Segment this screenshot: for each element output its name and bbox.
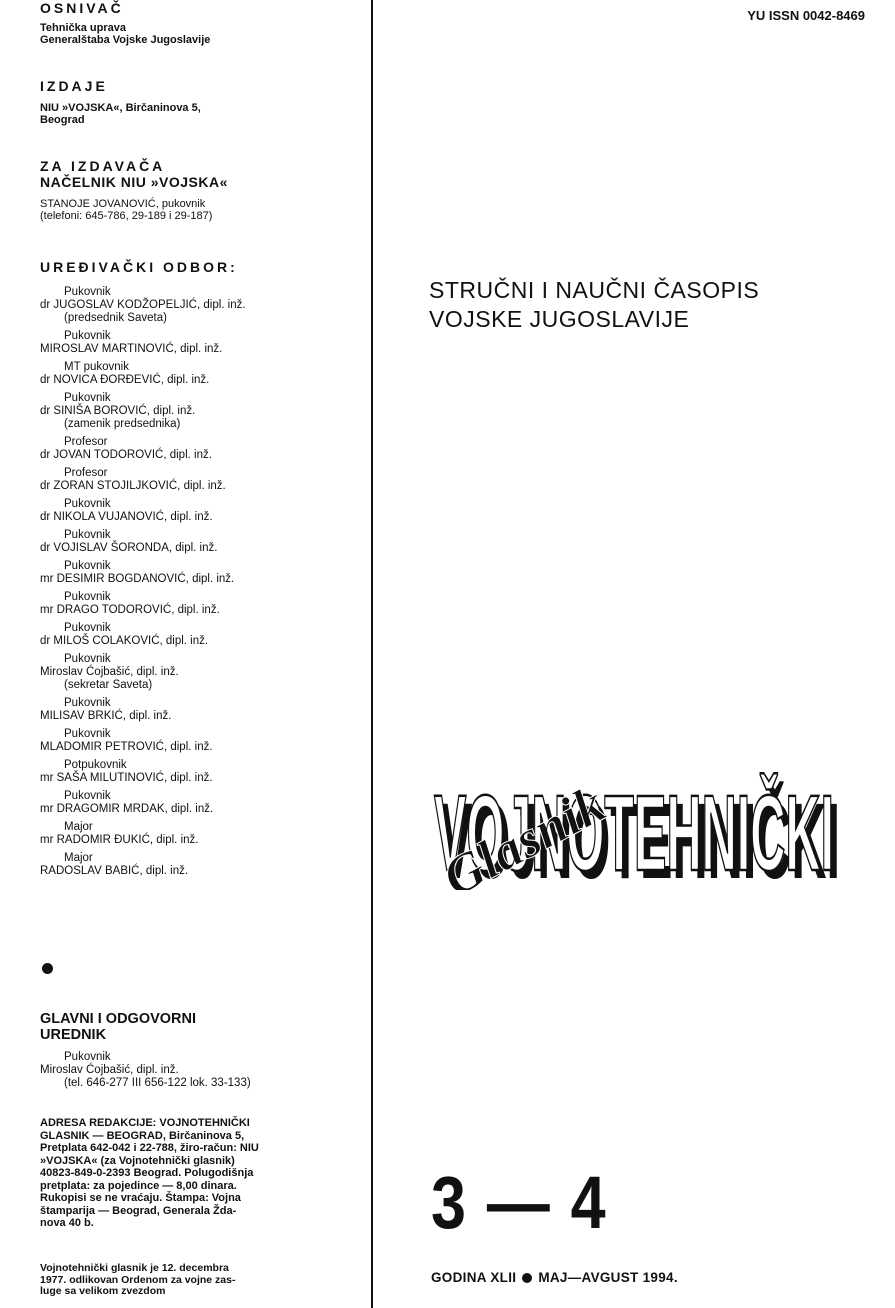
board-member [40, 498, 340, 524]
board-member-name: dr ZORAN STOJILJKOVIĆ, dipl. inž. [40, 480, 226, 492]
founder-section [40, 0, 340, 46]
board-member [40, 622, 340, 648]
board-member-note: (zamenik predsednika) [64, 418, 181, 430]
board-member-rank: Pukovnik [64, 392, 111, 404]
masthead-column [40, 0, 340, 1308]
board-title: UREĐIVAČKI ODBOR: [40, 259, 238, 275]
subtitle-line-1: STRUČNI I NAUČNI ČASOPIS [429, 277, 760, 303]
subtitle-line-2: VOJSKE JUGOSLAVIJE [429, 306, 690, 332]
board-member-name: mr DESIMIR BOGDANOVIĆ, dipl. inž. [40, 573, 235, 585]
for-publisher-section [40, 158, 340, 222]
board-member-rank: Pukovnik [64, 653, 111, 665]
publisher-line: Beograd [40, 114, 85, 126]
board-member [40, 286, 340, 325]
issn-label: YU ISSN 0042-8469 [747, 8, 865, 23]
journal-logo [428, 770, 848, 890]
board-member [40, 759, 340, 785]
founder-line: Generalštaba Vojske Jugoslavije [40, 34, 211, 46]
board-member-name: dr MILOŠ COLAKOVIĆ, dipl. inž. [40, 635, 209, 647]
board-member-rank: Major [64, 821, 93, 833]
publisher-title: IZDAJE [40, 78, 108, 94]
board-member-name: MIROSLAV MARTINOVIĆ, dipl. inž. [40, 343, 223, 355]
chief-editor-phone: (tel. 646-277 III 656-122 lok. 33-133) [64, 1077, 251, 1089]
for-publisher-title: ZA IZDAVAČA [40, 158, 166, 174]
founder-line: Tehnička uprava [40, 22, 126, 34]
board-member [40, 330, 340, 356]
logo-main: VOJNOTEHNIČKI [434, 772, 834, 890]
award-line: 1977. odlikovan Ordenom za vojne zas- [40, 1273, 236, 1286]
board-member-rank: Pukovnik [64, 622, 111, 634]
board-member-rank: Pukovnik [64, 697, 111, 709]
award-line: luge sa velikom zvezdom [40, 1285, 166, 1297]
for-publisher-line: STANOJE JOVANOVIĆ, pukovnik [40, 198, 206, 210]
board-member-name: RADOSLAV BABIĆ, dipl. inž. [40, 865, 189, 877]
board-member-name: mr RADOMIR ĐUKIĆ, dipl. inž. [40, 834, 199, 846]
board-member [40, 653, 340, 692]
board-member-name: MILISAV BRKIĆ, dipl. inž. [40, 710, 172, 722]
address-line: štamparija — Beograd, Generala Žda- [40, 1204, 237, 1217]
board-member-name: dr JUGOSLAV KODŽOPELJIĆ, dipl. inž. [40, 299, 246, 311]
board-member-name: mr DRAGOMIR MRDAK, dipl. inž. [40, 803, 214, 815]
board-member-name: dr NOVICA ĐORĐEVIĆ, dipl. inž. [40, 374, 210, 386]
cover-area [373, 0, 895, 1308]
board-member-rank: MT pukovnik [64, 361, 129, 373]
board-member [40, 591, 340, 617]
board-member [40, 560, 340, 586]
chief-editor-section [40, 1011, 340, 1090]
board-member-name: mr SAŠA MILUTINOVIĆ, dipl. inž. [40, 772, 213, 784]
year-label: GODINA XLII [431, 1270, 517, 1285]
address-line: Pretplata 642-042 i 22-788, žiro-račun: NIU [40, 1142, 259, 1154]
board-member [40, 852, 340, 878]
founder-title: OSNIVAČ [40, 0, 124, 16]
board-member [40, 436, 340, 462]
board-member-rank: Pukovnik [64, 286, 111, 298]
publisher-section [40, 78, 340, 126]
board-member-rank: Pukovnik [64, 498, 111, 510]
board-member [40, 790, 340, 816]
board-member [40, 467, 340, 493]
for-publisher-subtitle: NAČELNIK NIU »VOJSKA« [40, 174, 228, 190]
chief-editor-title: GLAVNI I ODGOVORNI [40, 1011, 197, 1027]
journal-subtitle [429, 276, 759, 334]
board-member [40, 697, 340, 723]
board-member-name: dr NIKOLA VUJANOVIĆ, dipl. inž. [40, 511, 213, 523]
address-section [40, 1117, 340, 1230]
issue-period: MAJ—AVGUST 1994. [538, 1270, 678, 1285]
bullet-dot [42, 963, 53, 974]
separator-dot [522, 1273, 532, 1283]
chief-editor-subtitle: UREDNIK [40, 1027, 107, 1043]
board-member-name: dr JOVAN TODOROVIĆ, dipl. inž. [40, 449, 212, 461]
board-member-name: MLADOMIR PETROVIĆ, dipl. inž. [40, 741, 213, 753]
address-line: GLASNIK — BEOGRAD, Birčaninova 5, [40, 1129, 245, 1142]
address-line: 40823-849-0-2393 Beograd. Polugodišnja [40, 1167, 254, 1179]
board-member-note: (sekretar Saveta) [64, 679, 153, 691]
chief-editor-rank: Pukovnik [64, 1051, 111, 1063]
award-line: Vojnotehnički glasnik je 12. decembra [40, 1262, 229, 1274]
board-member [40, 529, 340, 555]
board-member-rank: Pukovnik [64, 591, 111, 603]
issue-number: 3 — 4 [431, 1161, 608, 1244]
board-member-list [40, 286, 340, 878]
board-member [40, 392, 340, 431]
board-member [40, 361, 340, 387]
board-member [40, 821, 340, 847]
address-line: nova 40 b. [40, 1217, 94, 1229]
chief-editor-name: Miroslav Ćojbašić, dipl. inž. [40, 1064, 179, 1076]
board-member-name: dr VOJISLAV ŠORONDA, dipl. inž. [40, 542, 218, 554]
board-member [40, 728, 340, 754]
logo-script: Glasnik [432, 773, 615, 890]
board-member-rank: Pukovnik [64, 330, 111, 342]
address-line: ADRESA REDAKCIJE: VOJNOTEHNIČKI [40, 1117, 250, 1129]
board-member-rank: Potpukovnik [64, 759, 127, 771]
address-line: Rukopisi se ne vraćaju. Štampa: Vojna [40, 1192, 241, 1204]
board-member-rank: Pukovnik [64, 529, 111, 541]
issue-date-line [431, 1270, 678, 1285]
address-line: »VOJSKA« (za Vojnotehnički glasnik) [40, 1154, 235, 1167]
board-member-rank: Major [64, 852, 93, 864]
board-member-name: Miroslav Ćojbašić, dipl. inž. [40, 666, 179, 678]
logo-main-shadow: VOJNOTEHNIČKI [440, 780, 840, 890]
board-member-rank: Profesor [64, 467, 108, 479]
board-member-rank: Pukovnik [64, 790, 111, 802]
board-member-rank: Pukovnik [64, 560, 111, 572]
editorial-board-section [40, 259, 340, 883]
award-section [40, 1263, 340, 1298]
for-publisher-line: (telefoni: 645-786, 29-189 i 29-187) [40, 210, 213, 222]
board-member-name: mr DRAGO TODOROVIĆ, dipl. inž. [40, 604, 220, 616]
board-member-note: (predsednik Saveta) [64, 312, 167, 324]
publisher-line: NIU »VOJSKA«, Birčaninova 5, [40, 102, 201, 114]
address-line: pretplata: za pojedince — 8,00 dinara. [40, 1179, 237, 1192]
board-member-rank: Pukovnik [64, 728, 111, 740]
board-member-name: dr SINIŠA BOROVIĆ, dipl. inž. [40, 405, 196, 417]
board-member-rank: Profesor [64, 436, 108, 448]
